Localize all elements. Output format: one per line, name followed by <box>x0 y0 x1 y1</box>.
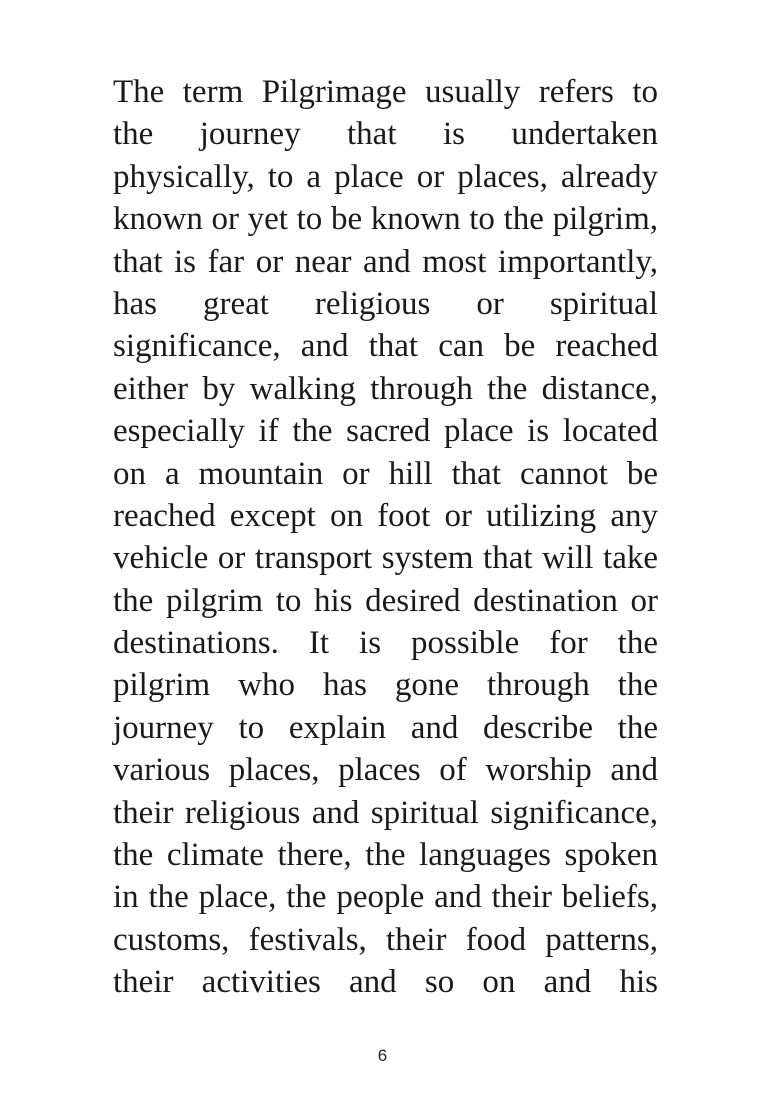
body-paragraph <box>113 71 658 1004</box>
paragraph-line: destinations. It is possible for the <box>113 625 658 662</box>
paragraph-line: pilgrim who has gone through the <box>113 667 658 704</box>
paragraph-line: their religious and spiritual significance, <box>113 794 658 831</box>
paragraph-line: either by walking through the distance, <box>113 370 658 407</box>
paragraph-line: has great religious or spiritual <box>113 285 658 322</box>
paragraph-line: significance, and that can be reached <box>113 328 658 365</box>
paragraph-line: in the place, the people and their beliefs, <box>113 879 658 916</box>
paragraph-line: reached except on foot or utilizing any <box>113 497 658 534</box>
paragraph-line: physically, to a place or places, already <box>113 158 658 195</box>
paragraph-line: various places, places of worship and <box>113 752 658 789</box>
paragraph-line: vehicle or transport system that will take <box>113 540 658 577</box>
page-number: 6 <box>377 1046 388 1065</box>
paragraph-line: their activities and so on and his <box>113 964 658 1001</box>
paragraph-line: customs, festivals, their food patterns, <box>113 921 658 958</box>
paragraph-line: the pilgrim to his desired destination or <box>113 582 658 619</box>
paragraph-line: especially if the sacred place is located <box>113 413 658 450</box>
paragraph-line: the climate there, the languages spoken <box>113 837 658 874</box>
paragraph-line: journey to explain and describe the <box>113 709 658 746</box>
paragraph-line: that is far or near and most importantly, <box>113 243 658 280</box>
paragraph-line: the journey that is undertaken <box>113 116 658 153</box>
paragraph-line: on a mountain or hill that cannot be <box>113 455 658 492</box>
paragraph-line: The term Pilgrimage usually refers to <box>113 74 658 110</box>
paragraph-line: known or yet to be known to the pilgrim, <box>113 201 658 238</box>
